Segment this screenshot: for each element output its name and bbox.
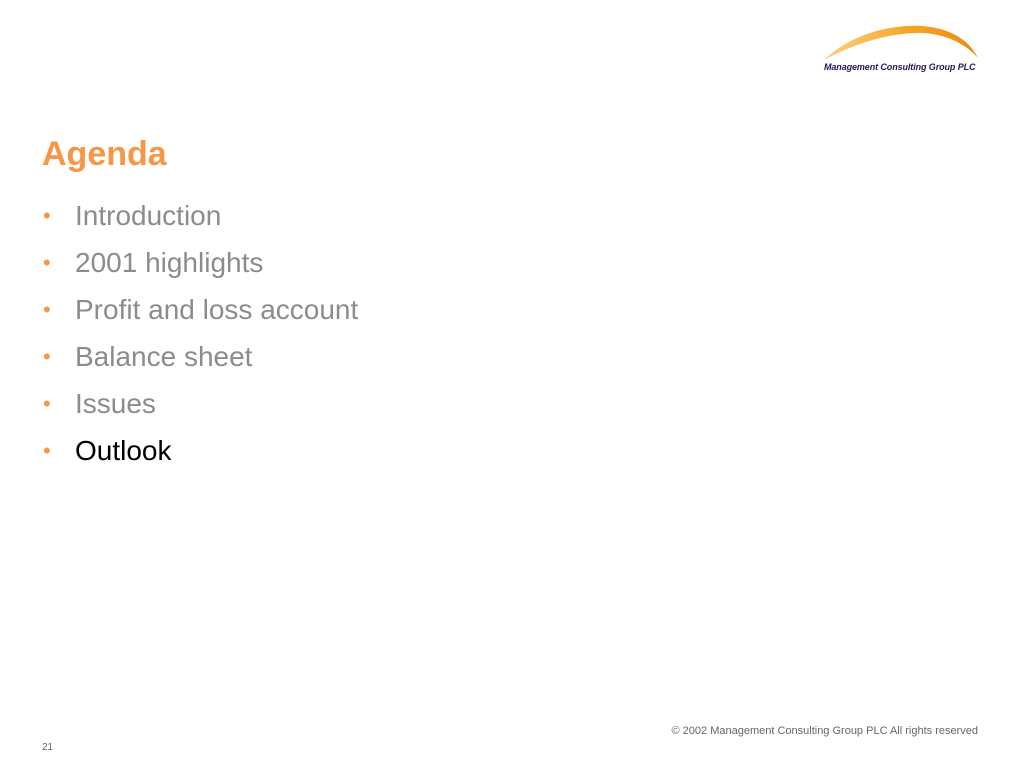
- bullet-icon: •: [43, 297, 51, 322]
- bullet-icon: •: [43, 438, 51, 463]
- logo-company-name: Management Consulting Group PLC: [824, 62, 976, 72]
- agenda-item-label: Outlook: [75, 435, 172, 466]
- copyright-notice: © 2002 Management Consulting Group PLC All rights reserved: [671, 725, 978, 737]
- bullet-icon: •: [43, 391, 51, 416]
- bullet-icon: •: [43, 250, 51, 275]
- slide-title: Agenda: [42, 135, 167, 173]
- logo-swoosh-icon: [818, 22, 984, 66]
- company-logo: [818, 22, 984, 78]
- page-number: 21: [42, 742, 54, 753]
- agenda-item-label: 2001 highlights: [75, 247, 264, 278]
- agenda-item-label: Profit and loss account: [75, 294, 359, 325]
- agenda-item-label: Balance sheet: [75, 341, 253, 372]
- bullet-icon: •: [43, 203, 51, 228]
- agenda-item-label: Issues: [75, 388, 156, 419]
- bullet-icon: •: [43, 344, 51, 369]
- agenda-item-label: Introduction: [75, 200, 222, 231]
